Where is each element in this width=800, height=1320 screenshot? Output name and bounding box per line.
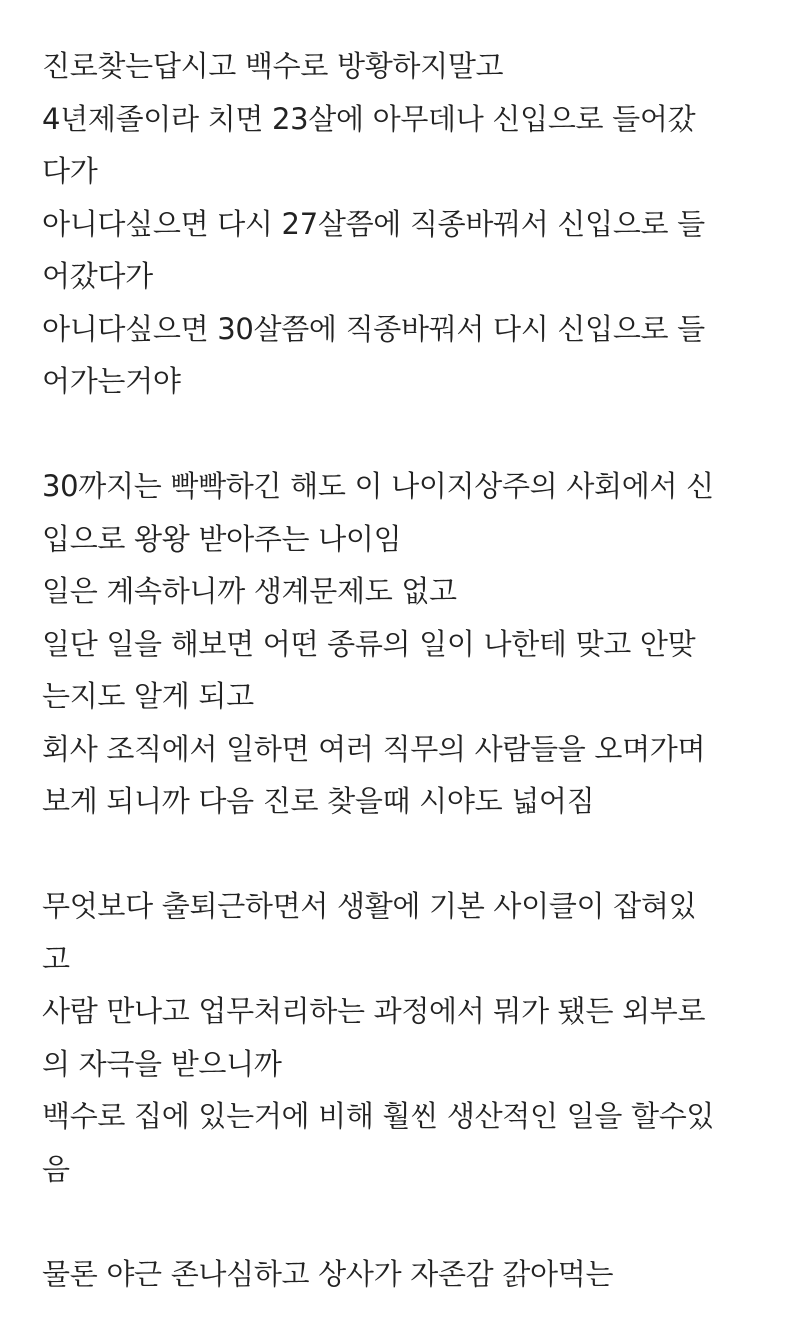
text-line: 백수로 집에 있는거에 비해 훨씬 생산적인 일을 할수있 (42, 1099, 715, 1133)
text-line: 사람 만나고 업무처리하는 과정에서 뭐가 됐든 외부로 (42, 994, 706, 1028)
text-line: 진로찾는답시고 백수로 방황하지말고 (42, 49, 504, 83)
text-line: 다가 (42, 154, 98, 188)
text-line: 아니다싶으면 다시 27살쯤에 직종바꿔서 신입으로 들 (42, 206, 705, 241)
text-line: 고 (42, 941, 70, 976)
text-line: 물론 야근 존나심하고 상사가 자존감 갉아먹는 (42, 1256, 614, 1291)
text-line: 무엇보다 출퇴근하면서 생활에 기본 사이클이 잡혀있 (42, 889, 697, 923)
blank-line (42, 828, 772, 881)
text-line: 의 자극을 받으니까 (42, 1046, 282, 1081)
text-line: 4년제졸이라 치면 23살에 아무데나 신입으로 들어갔 (42, 101, 696, 136)
text-line: 어갔다가 (42, 259, 153, 293)
blank-line (42, 408, 772, 461)
post-body (42, 40, 772, 1300)
text-line: 음 (42, 1151, 70, 1186)
text-line: 30까지는 빡빡하긴 해도 이 나이지상주의 사회에서 신 (42, 469, 714, 503)
text-line: 보게 되니까 다음 진로 찾을때 시야도 넓어짐 (42, 784, 595, 818)
text-line: 입으로 왕왕 받아주는 나이임 (42, 521, 402, 556)
blank-line (42, 1195, 772, 1248)
text-line: 일단 일을 해보면 어떤 종류의 일이 나한테 맞고 안맞 (42, 626, 696, 661)
text-line: 어가는거야 (42, 364, 181, 398)
text-line: 회사 조직에서 일하면 여러 직무의 사람들을 오며가며 (42, 731, 706, 766)
text-line: 는지도 알게 되고 (42, 679, 254, 713)
text-line: 일은 계속하니까 생계문제도 없고 (42, 574, 457, 608)
text-line: 아니다싶으면 30살쯤에 직종바꿔서 다시 신입으로 들 (42, 311, 705, 346)
